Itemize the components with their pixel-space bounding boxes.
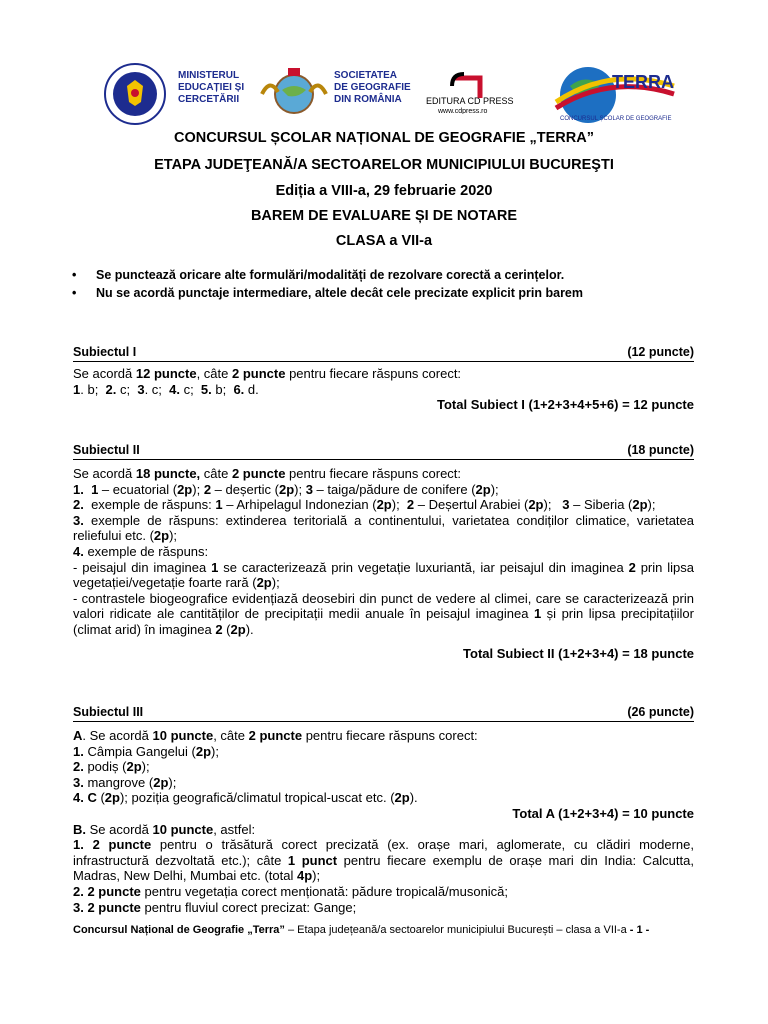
document-title: BAREM DE EVALUARE ȘI DE NOTARE	[250, 208, 518, 224]
terra-contest-logo-icon	[550, 62, 680, 128]
page-footer	[73, 924, 694, 936]
section-points: (12 puncte)	[627, 345, 694, 359]
paragraph: 4. exemple de răspuns:	[73, 543, 209, 559]
class-label: CLASA a VII-a	[335, 233, 433, 249]
section-title: Subiectul I	[73, 345, 137, 359]
section-title: Subiectul II	[73, 443, 140, 457]
section-header	[73, 345, 694, 362]
section-points: (18 puncte)	[627, 443, 694, 457]
answer-list: 1. b; 2. c; 3. c; 4. c; 5. b; 6. d.	[73, 381, 259, 397]
svg-text:TERRA: TERRA	[612, 72, 674, 92]
section-points: (26 puncte)	[627, 705, 694, 719]
paragraph: Se acordă 18 puncte, câte 2 puncte pentru fiecare răspuns corect:	[73, 466, 462, 481]
paragraph: 3. exemple de răspuns: extinderea teritorială a continentului, varietatea condiților climatice, varietatea reliefului etc. (2p);	[73, 512, 694, 544]
footer-stage: – Etapa județeană/a sectoarelor municipiului București – clasa a VII-a	[284, 924, 630, 936]
paragraph: 3. mangrove (2p);	[73, 774, 177, 790]
section-title: Subiectul III	[73, 705, 144, 719]
paragraph: 3. 2 puncte pentru fluviul corect precizat: Gange;	[73, 899, 357, 915]
government-seal-icon	[100, 62, 170, 126]
subtotal-a: Total A (1+2+3+4) = 10 puncte	[512, 805, 694, 821]
edition-date: Ediția a VIII-a, 29 februarie 2020	[275, 183, 493, 199]
section-body	[73, 728, 694, 915]
paragraph: 2. exemple de răspuns: 1 – Arhipelagul Indonezian (2p); 2 – Deșertul Arabiei (2p); 3 – Siberia (2p);	[73, 497, 656, 513]
footer-contest: Concursul Național de Geografie „Terra”	[73, 924, 285, 936]
paragraph: - contrastele biogeografice evidențiază deosebiri din punct de vedere al climei, care se caracterizează prin valori ridicate ale cantităților de precipitații medii anuale în peisajul imaginea 1 și prin lipsa precipitațiilor (climat arid) în imaginea 2 (2p).	[73, 590, 694, 637]
geography-society-emblem-icon	[258, 64, 330, 124]
section-header	[73, 443, 694, 460]
paragraph: 1. Câmpia Gangelui (2p);	[73, 743, 219, 759]
paragraph: Se acordă 12 puncte, câte 2 puncte pentru fiecare răspuns corect:	[73, 366, 462, 381]
paragraph: A. Se acordă 10 puncte, câte 2 puncte pentru fiecare răspuns corect:	[73, 728, 478, 743]
ministry-name: MINISTERUL EDUCAȚIEI ȘI CERCETĂRII	[178, 70, 245, 105]
paragraph: 2. 2 puncte pentru vegetația corect menționată: pădure tropicală/musonică;	[73, 883, 509, 899]
paragraph: 1. 2 puncte pentru o trăsătură corect precizată (ex. orașe mari, aglomerate, cu clădiri moderne, infrastructură dezvoltată etc.); câte 1 punct pentru fiecare exemplu de orașe mari din India: Calcutta, Madras, New Delhi, Mumbai etc. (total 4p);	[73, 837, 694, 884]
svg-text:CONCURSUL ȘCOLAR DE GEOGRAFIE: CONCURSUL ȘCOLAR DE GEOGRAFIE	[560, 116, 672, 122]
paragraph: 2. podiș (2p);	[73, 759, 150, 775]
section-header	[73, 705, 694, 722]
svg-text:www.cdpress.ro: www.cdpress.ro	[438, 108, 488, 114]
cd-press-logo-icon	[424, 70, 540, 114]
paragraph: 4. C (2p); poziția geografică/climatul tropical-uscat etc. (2p).	[73, 790, 418, 806]
section-total: Total Subiect II (1+2+3+4) = 18 puncte	[463, 645, 694, 661]
section-body	[73, 366, 694, 413]
society-name: SOCIETATEA DE GEOGRAFIE DIN ROMÂNIA	[334, 70, 411, 105]
page-number: - 1 -	[629, 924, 650, 936]
stage-title: ETAPA JUDEŢEANĂ/A SECTOARELOR MUNICIPIULUI BUCUREŞTI	[154, 157, 614, 173]
contest-title: CONCURSUL ȘCOLAR NAȚIONAL DE GEOGRAFIE „TERRA”	[174, 130, 594, 146]
section-body	[73, 466, 694, 661]
svg-text:EDITURA CD PRESS: EDITURA CD PRESS	[426, 96, 514, 106]
paragraph: 1. 1 – ecuatorial (2p); 2 – deșertic (2p); 3 – taiga/pădure de conifere (2p);	[73, 481, 499, 497]
paragraph: B. Se acordă 10 puncte, astfel:	[73, 821, 256, 837]
section-total: Total Subiect I (1+2+3+4+5+6) = 12 puncte	[437, 397, 694, 413]
instruction-bullet: • Nu se acordă punctaje intermediare, altele decât cele precizate explicit prin barem	[96, 286, 583, 300]
logo-strip	[0, 58, 768, 128]
paragraph: - peisajul din imaginea 1 se caracterizează prin vegetație luxuriantă, iar peisajul din imaginea 2 prin lipsa vegetației/vegetație foarte rară (2p);	[73, 559, 694, 591]
instruction-bullet: • Se punctează oricare alte formulări/modalități de rezolvare corectă a cerințelor.	[96, 268, 564, 282]
